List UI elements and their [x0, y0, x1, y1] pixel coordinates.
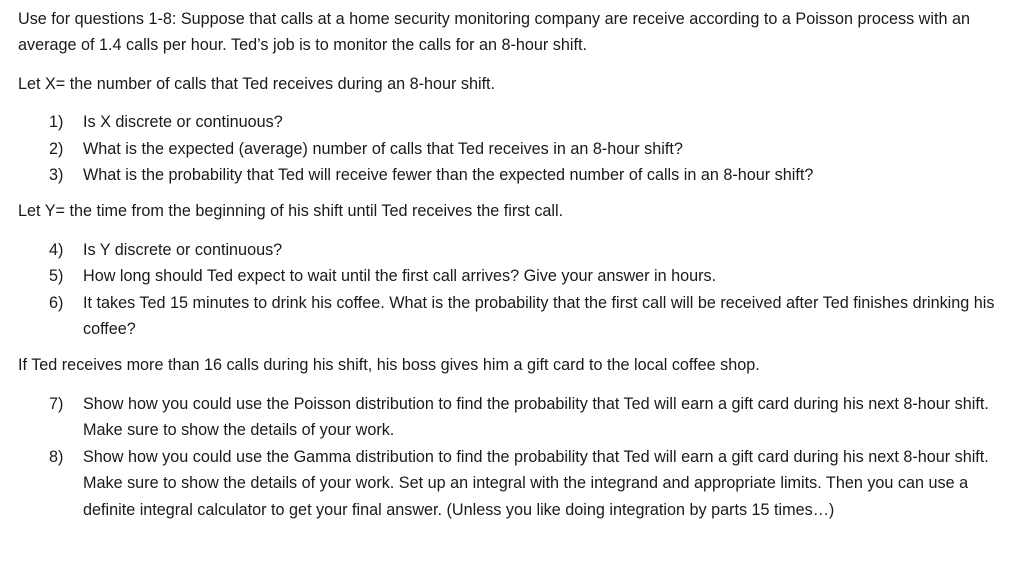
question-number: 7) — [49, 394, 64, 413]
question-3 — [18, 162, 1013, 188]
question-text: How long should Ted expect to wait until the first call arrives? Give your answer in hours. — [83, 267, 717, 286]
question-number: 4) — [49, 240, 64, 259]
question-text: Is X discrete or continuous? — [83, 113, 283, 132]
question-text: What is the probability that Ted will receive fewer than the expected number of calls in an 8-hour shift? — [83, 166, 814, 185]
question-text: Is Y discrete or continuous? — [83, 240, 283, 259]
question-4 — [18, 237, 1013, 263]
question-text: Show how you could use the Poisson distribution to find the probability that Ted will earn a gift card during his next 8-hour shift. Make sure to show the details of your work. — [83, 394, 989, 440]
question-1 — [18, 109, 1013, 135]
section-1-lead: Let X= the number of calls that Ted receives during an 8-hour shift. — [18, 74, 496, 93]
section-1-questions — [18, 109, 1013, 188]
question-number: 2) — [49, 139, 64, 158]
question-number: 3) — [49, 166, 64, 185]
section-2-lead: Let Y= the time from the beginning of his shift until Ted receives the first call. — [18, 202, 564, 221]
question-number: 6) — [49, 293, 64, 312]
section-3-questions — [18, 391, 1013, 523]
question-text: Show how you could use the Gamma distribution to find the probability that Ted will earn a gift card during his next 8-hour shift. Make sure to show the details of your work. Set up an integral with the integrand and appropriate limits. Then you can use a definite integral calculator to get your final answer. (Unless you like doing integration by parts 15 times…) — [83, 447, 989, 519]
worksheet — [18, 6, 1013, 533]
question-text: What is the expected (average) number of calls that Ted receives in an 8-hour shift? — [83, 139, 683, 158]
question-2 — [18, 136, 1013, 162]
section-3-lead: If Ted receives more than 16 calls during his shift, his boss gives him a gift card to the local coffee shop. — [18, 356, 760, 375]
intro-paragraph: Use for questions 1-8: Suppose that calls at a home security monitoring company are receive according to a Poisson process with an average of 1.4 calls per hour. Ted’s job is to monitor the calls for an 8-hour shift. — [18, 10, 970, 55]
question-8 — [18, 444, 1013, 523]
question-6 — [18, 290, 1013, 343]
question-number: 1) — [49, 113, 64, 132]
question-text: It takes Ted 15 minutes to drink his coffee. What is the probability that the first call will be received after Ted finishes drinking his coffee? — [83, 293, 995, 339]
question-number: 8) — [49, 447, 64, 466]
question-5 — [18, 263, 1013, 289]
question-number: 5) — [49, 267, 64, 286]
section-2-questions — [18, 237, 1013, 343]
question-7 — [18, 391, 1013, 444]
